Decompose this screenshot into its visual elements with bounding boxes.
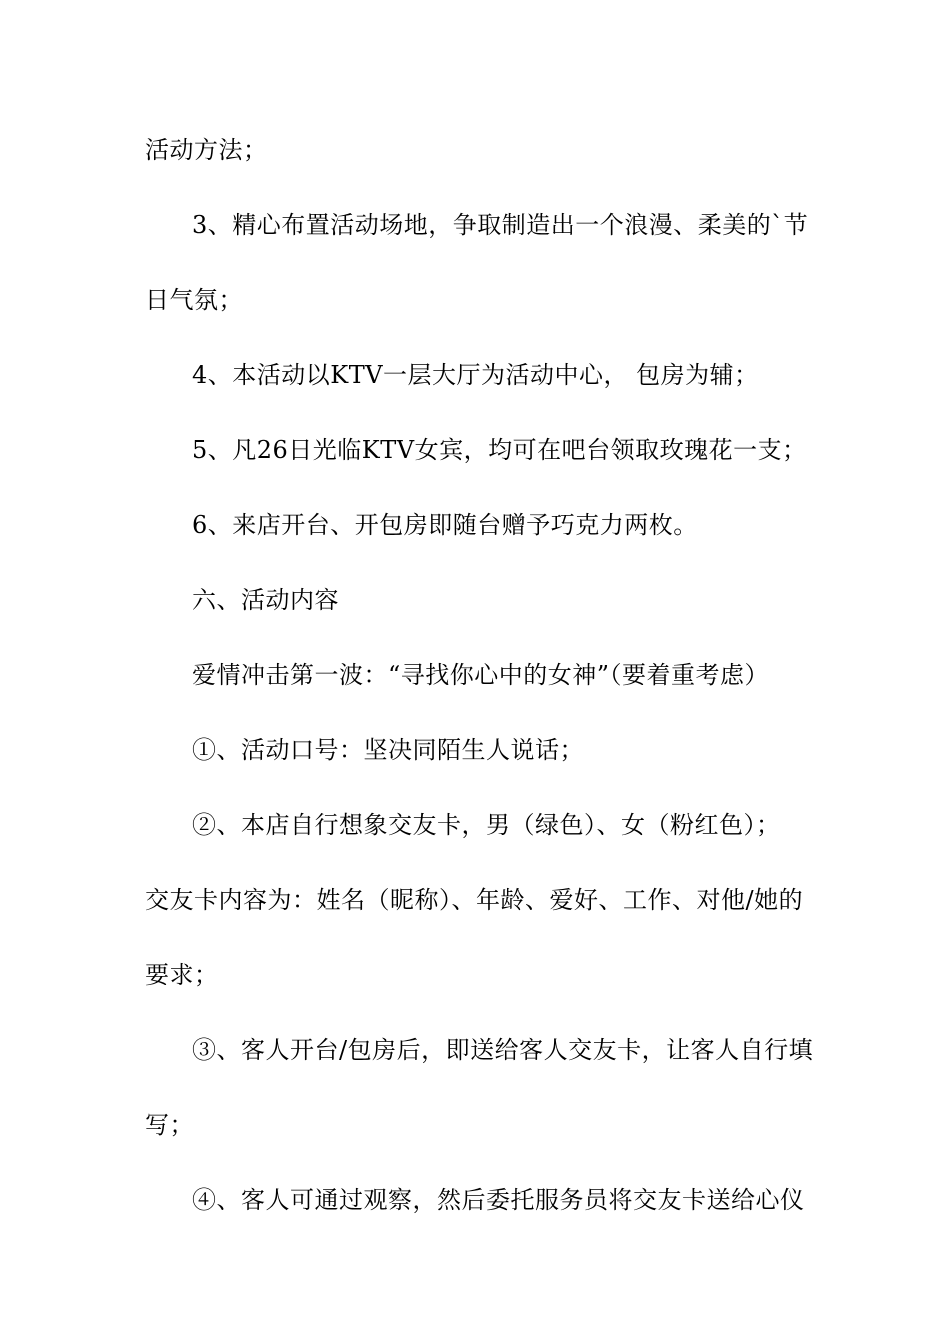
text-line-step-2: ②、本店自行想象交友卡，男（绿色）、女（粉红色）； [192,811,781,839]
text-line-item-5: 5、凡26日光临KTV女宾，均可在吧台领取玫瑰花一支； [192,436,807,464]
text-line-item-3: 3、精心布置活动场地，争取制造出一个浪漫、柔美的`节 [192,211,809,239]
text-line-continuation: 交友卡内容为：姓名（昵称）、年龄、爱好、工作、对他/她的 [145,886,804,914]
text-line-step-1: ①、活动口号：坚决同陌生人说话； [192,736,584,764]
text-line-step-3: ③、客人开台/包房后，即送给客人交友卡，让客人自行填 [192,1036,814,1064]
text-line-continuation: 要求； [145,961,219,989]
section-heading: 六、活动内容 [192,586,339,614]
text-line-continuation: 日气氛； [145,286,243,314]
text-line-step-4: ④、客人可通过观察，然后委托服务员将交友卡送给心仪 [192,1186,805,1214]
text-line-continuation: 写； [145,1111,194,1139]
text-line-item-4: 4、本活动以KTV一层大厅为活动中心， 包房为辅； [192,361,759,389]
text-line-continuation: 活动方法； [145,136,268,164]
text-line-item-6: 6、来店开台、开包房即随台赠予巧克力两枚。 [192,511,698,539]
subsection-heading: 爱情冲击第一波：“寻找你心中的女神”（要着重考虑） [192,661,770,689]
